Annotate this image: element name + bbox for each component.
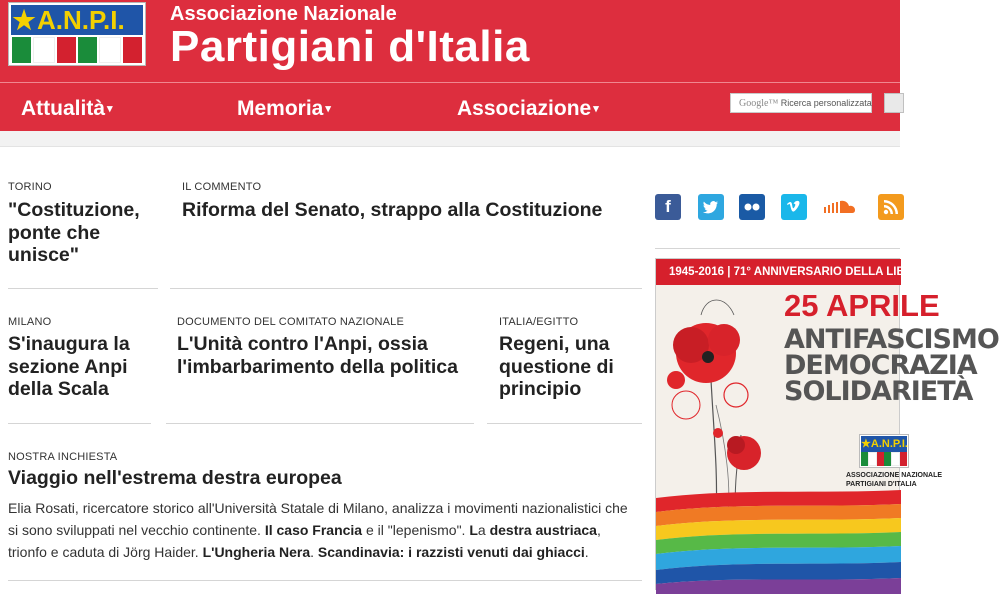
banner-date: 25 APRILE xyxy=(784,288,940,323)
link-caso-francia[interactable]: Il caso Francia xyxy=(264,522,363,538)
nav-item-associazione[interactable]: Associazione ▾ xyxy=(457,97,599,120)
anpi-logo[interactable] xyxy=(8,2,146,66)
caret-down-icon: ▾ xyxy=(325,103,331,116)
italian-flag-icon xyxy=(861,452,907,466)
article-category: MILANO xyxy=(8,316,52,328)
banner-line: DEMOCRAZIA xyxy=(784,350,977,381)
search-placeholder: Ricerca personalizzata xyxy=(780,98,872,108)
rss-icon[interactable] xyxy=(878,194,904,220)
divider xyxy=(170,288,642,289)
search-input[interactable] xyxy=(730,93,872,113)
header-strip xyxy=(0,131,900,147)
nav-item-attualita[interactable]: Attualità ▾ xyxy=(21,97,113,120)
divider xyxy=(8,288,158,289)
article-title-torino[interactable]: "Costituzione, ponte che unisce" xyxy=(8,199,140,266)
nav-item-memoria[interactable]: Memoria ▾ xyxy=(237,97,331,120)
facebook-icon[interactable]: f xyxy=(655,194,681,220)
search-button[interactable] xyxy=(884,93,904,113)
article-category: NOSTRA INCHIESTA xyxy=(8,451,118,463)
divider xyxy=(166,423,474,424)
article-category: TORINO xyxy=(8,181,52,193)
caret-down-icon: ▾ xyxy=(107,103,113,116)
rainbow-stripes xyxy=(656,484,901,594)
divider xyxy=(487,423,642,424)
article-title-commento[interactable]: Riforma del Senato, strappo alla Costituzione xyxy=(182,199,603,221)
link-scandinavia[interactable]: Scandinavia: i razzisti venuti dai ghiacci xyxy=(317,544,585,560)
link-destra-austriaca[interactable]: destra austriaca xyxy=(489,522,597,538)
article-summary: Elia Rosati, ricercatore storico all'Università Statale di Milano, analizza i movimenti nazionalistici che si sono sviluppati nel vecchio continente. Il caso Francia e il "lepenismo". La destra austriaca, trionfo e caduta di Jörg Haider. L'Ungheria Nera. Scandinavia: i razzisti venuti dai ghiacci. xyxy=(8,500,628,560)
article-title-milano[interactable]: S'inaugura la sezione Anpi della Scala xyxy=(8,333,130,400)
banner-header: 1945-2016 | 71° ANNIVERSARIO DELLA LIBERAZIONE xyxy=(656,259,901,285)
article-category: ITALIA/EGITTO xyxy=(499,316,579,328)
poppies-illustration xyxy=(656,285,786,515)
banner-anpi-logo: ★A.N.P.I. xyxy=(859,434,909,468)
star-icon: ★ xyxy=(12,5,36,35)
article-title-documento[interactable]: L'Unità contro l'Anpi, ossia l'imbarbarimento della politica xyxy=(177,333,458,378)
soundcloud-icon[interactable] xyxy=(822,194,862,220)
divider xyxy=(8,423,151,424)
twitter-icon[interactable] xyxy=(698,194,724,220)
link-destra-austriaca-l[interactable]: L xyxy=(469,522,478,538)
caret-down-icon: ▾ xyxy=(593,103,599,116)
logo-text: A.N.P.I. xyxy=(37,5,125,35)
header-divider xyxy=(0,82,900,83)
site-title[interactable]: Partigiani d'Italia xyxy=(170,22,530,71)
article-category: DOCUMENTO DEL COMITATO NAZIONALE xyxy=(177,316,405,328)
article-category: IL COMMENTO xyxy=(182,181,262,193)
divider xyxy=(8,580,642,581)
divider xyxy=(655,248,900,249)
liberation-day-banner[interactable] xyxy=(655,258,999,590)
article-title-egitto[interactable]: Regeni, una questione di principio xyxy=(499,333,614,400)
site-header xyxy=(0,0,900,131)
site-subtitle: Associazione Nazionale xyxy=(170,3,397,25)
link-ungheria-nera[interactable]: L'Ungheria Nera xyxy=(202,544,311,560)
vimeo-icon[interactable] xyxy=(781,194,807,220)
banner-line: ANTIFASCISMO xyxy=(784,324,999,355)
article-title-inchiesta[interactable]: Viaggio nell'estrema destra europea xyxy=(8,467,342,489)
star-icon: ★ xyxy=(861,438,871,450)
google-brand: Google™ xyxy=(739,98,779,109)
italian-flag-icon xyxy=(11,37,143,63)
banner-association-name: ASSOCIAZIONE NAZIONALE PARTIGIANI D'ITALIA xyxy=(846,472,943,488)
banner-line: SOLIDARIETÀ xyxy=(784,376,973,407)
flickr-icon[interactable] xyxy=(739,194,765,220)
